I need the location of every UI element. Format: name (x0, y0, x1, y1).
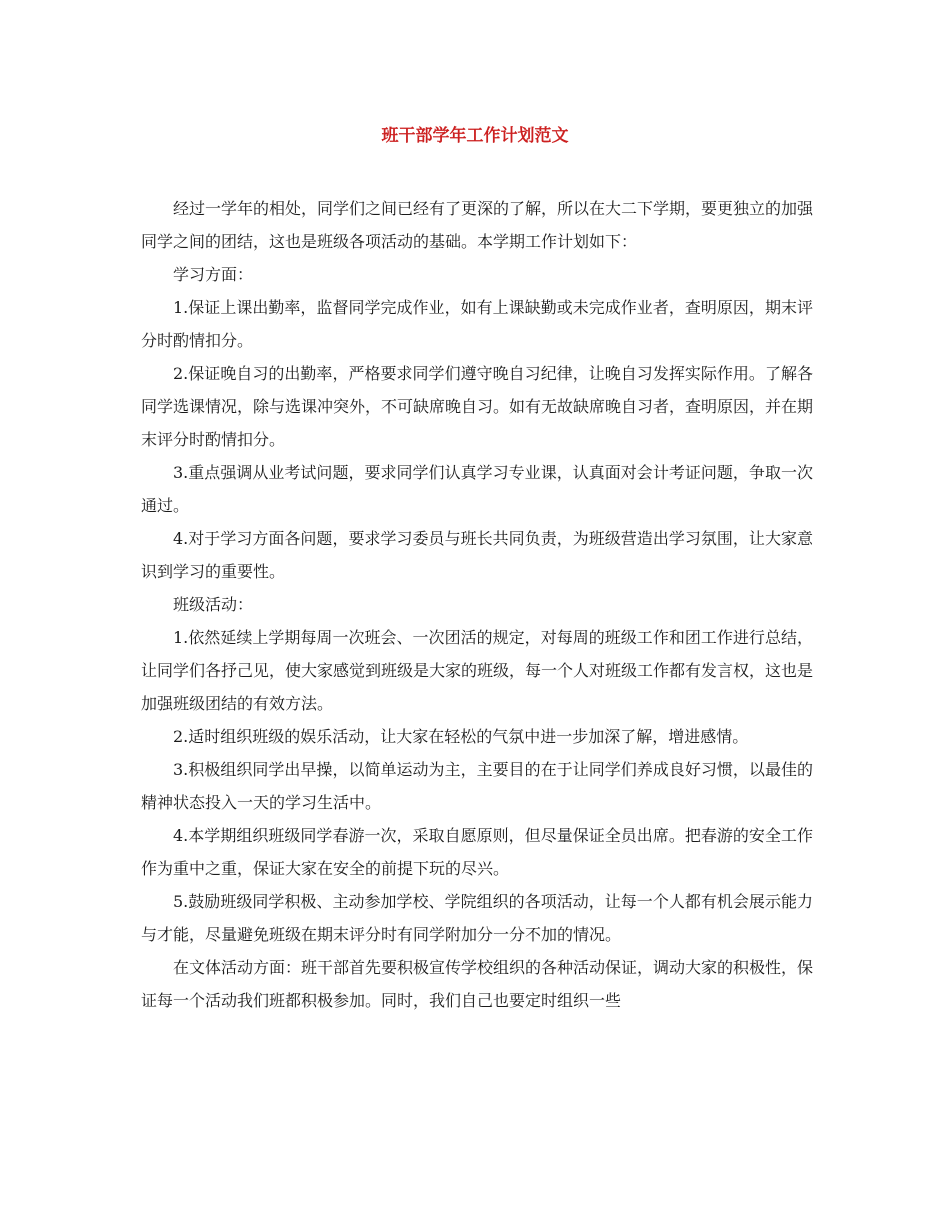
study-item-3: 3.重点强调从业考试问题，要求同学们认真学习专业课，认真面对会计考证问题，争取一次通过。 (141, 463, 813, 515)
study-item-1: 1.保证上课出勤率，监督同学完成作业，如有上课缺勤或未完成作业者，查明原因，期末评分时酌情扣分。 (141, 298, 813, 350)
document-body (141, 192, 813, 1017)
document-title: 班干部学年工作计划范文 (381, 126, 569, 146)
paragraph-sports-activities: 在文体活动方面：班干部首先要积极宣传学校组织的各种活动保证，调动大家的积极性，保证每一个活动我们班都积极参加。同时，我们自己也要定时组织一些 (141, 958, 814, 1010)
section-heading-class-activities: 班级活动： (173, 595, 254, 614)
activity-item-2: 2.适时组织班级的娱乐活动，让大家在轻松的气氛中进一步加深了解，增进感情。 (173, 727, 749, 746)
study-item-2: 2.保证晚自习的出勤率，严格要求同学们遵守晚自习纪律，让晚自习发挥实际作用。了解各同学选课情况，除与选课冲突外，不可缺席晚自习。如有无故缺席晚自习者，查明原因，并在期末评分时酌情扣分。 (141, 364, 814, 449)
study-item-4: 4.对于学习方面各问题，要求学习委员与班长共同负责，为班级营造出学习氛围，让大家意识到学习的重要性。 (141, 529, 813, 581)
activity-item-1: 1.依然延续上学期每周一次班会、一次团活的规定，对每周的班级工作和团工作进行总结，让同学们各抒己见，使大家感觉到班级是大家的班级，每一个人对班级工作都有发言权，这也是加强班级团结的有效方法。 (141, 628, 814, 713)
paragraph-intro: 经过一学年的相处，同学们之间已经有了更深的了解，所以在大二下学期，要更独立的加强同学之间的团结，这也是班级各项活动的基础。本学期工作计划如下： (141, 199, 814, 251)
activity-item-3: 3.积极组织同学出早操，以简单运动为主，主要目的在于让同学们养成良好习惯，以最佳的精神状态投入一天的学习生活中。 (141, 760, 813, 812)
section-heading-study: 学习方面： (173, 265, 254, 284)
activity-item-5: 5.鼓励班级同学积极、主动参加学校、学院组织的各项活动，让每一个人都有机会展示能力与才能，尽量避免班级在期末评分时有同学附加分一分不加的情况。 (141, 892, 813, 944)
activity-item-4: 4.本学期组织班级同学春游一次，采取自愿原则，但尽量保证全员出席。把春游的安全工作作为重中之重，保证大家在安全的前提下玩的尽兴。 (141, 826, 813, 878)
